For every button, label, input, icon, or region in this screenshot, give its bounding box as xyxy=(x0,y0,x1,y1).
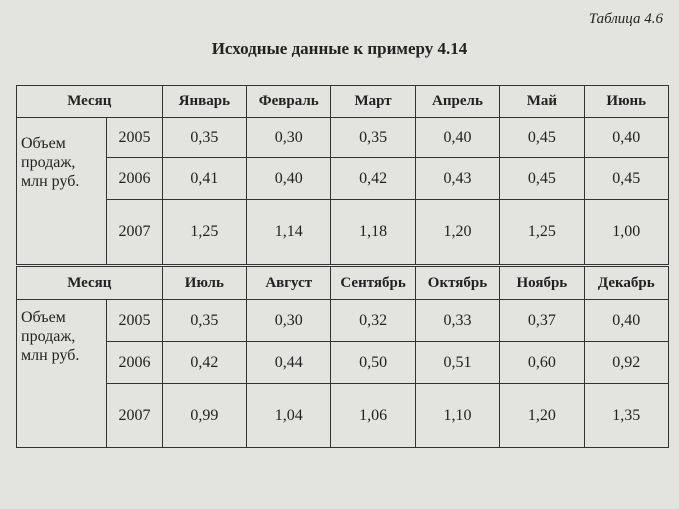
sales-label-line: продаж, xyxy=(21,328,76,345)
month-header-cell: Сентябрь xyxy=(331,266,415,300)
value-cell: 0,41 xyxy=(162,158,246,200)
table-row xyxy=(17,342,669,384)
year-cell: 2007 xyxy=(107,384,162,448)
table-row xyxy=(17,200,669,266)
value-cell: 0,42 xyxy=(331,158,415,200)
value-cell: 1,04 xyxy=(247,384,331,448)
month-header-cell: Март xyxy=(331,86,415,118)
sales-label xyxy=(17,300,107,448)
value-cell: 1,00 xyxy=(584,200,668,266)
table-row xyxy=(17,118,669,158)
value-cell: 1,06 xyxy=(331,384,415,448)
value-cell: 0,45 xyxy=(500,158,584,200)
header-row-h2 xyxy=(17,266,669,300)
value-cell: 0,33 xyxy=(415,300,499,342)
value-cell: 0,30 xyxy=(247,300,331,342)
month-header-cell: Январь xyxy=(162,86,246,118)
sales-label-line: продаж, xyxy=(21,154,76,171)
value-cell: 0,35 xyxy=(162,118,246,158)
value-cell: 0,37 xyxy=(500,300,584,342)
month-header-cell: Апрель xyxy=(415,86,499,118)
table-number: Таблица 4.6 xyxy=(588,11,663,27)
month-header: Месяц xyxy=(17,266,163,300)
value-cell: 1,14 xyxy=(247,200,331,266)
value-cell: 0,40 xyxy=(584,300,668,342)
sales-data-table xyxy=(16,85,669,448)
value-cell: 0,45 xyxy=(584,158,668,200)
sales-label-line: млн руб. xyxy=(21,173,80,190)
value-cell: 1,35 xyxy=(584,384,668,448)
table-row xyxy=(17,384,669,448)
value-cell: 0,35 xyxy=(331,118,415,158)
value-cell: 0,45 xyxy=(500,118,584,158)
year-cell: 2007 xyxy=(107,200,162,266)
sales-label-line: млн руб. xyxy=(21,347,80,364)
sales-label-line: Объем xyxy=(21,135,66,152)
month-header-cell: Декабрь xyxy=(584,266,668,300)
value-cell: 1,20 xyxy=(415,200,499,266)
header-row-h1 xyxy=(17,86,669,118)
year-cell: 2005 xyxy=(107,118,162,158)
month-header: Месяц xyxy=(17,86,163,118)
value-cell: 0,40 xyxy=(247,158,331,200)
value-cell: 0,99 xyxy=(162,384,246,448)
value-cell: 1,25 xyxy=(500,200,584,266)
value-cell: 0,92 xyxy=(584,342,668,384)
year-cell: 2006 xyxy=(107,342,162,384)
value-cell: 0,60 xyxy=(500,342,584,384)
value-cell: 1,25 xyxy=(162,200,246,266)
value-cell: 0,40 xyxy=(584,118,668,158)
value-cell: 0,32 xyxy=(331,300,415,342)
month-header-cell: Февраль xyxy=(247,86,331,118)
table-title: Исходные данные к примеру 4.14 xyxy=(211,39,468,58)
value-cell: 1,10 xyxy=(415,384,499,448)
month-header-cell: Октябрь xyxy=(415,266,499,300)
table-row xyxy=(17,300,669,342)
sales-label xyxy=(17,118,107,266)
month-header-cell: Май xyxy=(500,86,584,118)
sales-label-line: Объем xyxy=(21,309,66,326)
value-cell: 0,43 xyxy=(415,158,499,200)
month-header-cell: Ноябрь xyxy=(500,266,584,300)
value-cell: 0,44 xyxy=(247,342,331,384)
table-row xyxy=(17,158,669,200)
value-cell: 0,42 xyxy=(162,342,246,384)
month-header-cell: Июнь xyxy=(584,86,668,118)
year-cell: 2006 xyxy=(107,158,162,200)
value-cell: 0,40 xyxy=(415,118,499,158)
value-cell: 0,35 xyxy=(162,300,246,342)
value-cell: 1,18 xyxy=(331,200,415,266)
value-cell: 1,20 xyxy=(500,384,584,448)
value-cell: 0,30 xyxy=(247,118,331,158)
month-header-cell: Июль xyxy=(162,266,246,300)
month-header-cell: Август xyxy=(247,266,331,300)
year-cell: 2005 xyxy=(107,300,162,342)
value-cell: 0,50 xyxy=(331,342,415,384)
value-cell: 0,51 xyxy=(415,342,499,384)
